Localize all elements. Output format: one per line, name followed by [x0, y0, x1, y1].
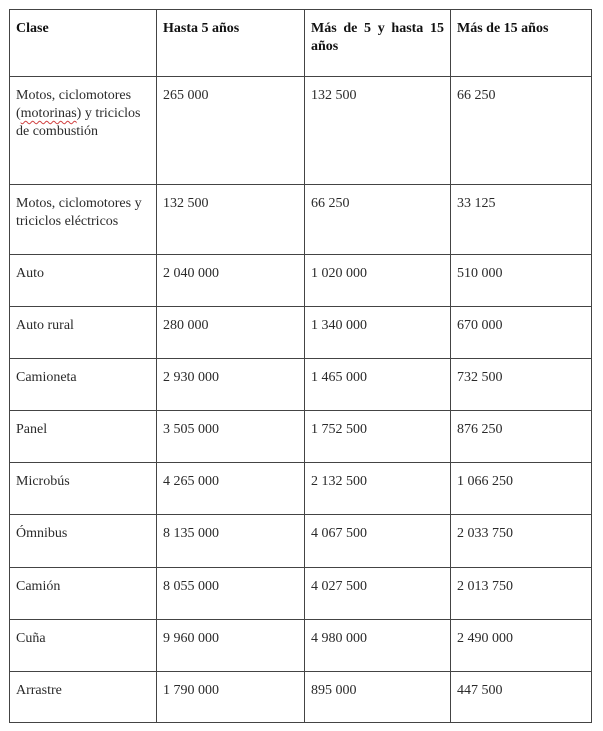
row-label: Motos, ciclomotores y triciclos eléctricos [10, 185, 157, 255]
table-row [10, 359, 592, 411]
table-row [10, 255, 592, 307]
row-value-mas-15: 1 066 250 [451, 463, 592, 515]
table-row [10, 77, 592, 185]
row-value-5-a-15: 1 340 000 [305, 307, 451, 359]
row-value-hasta-5: 2 040 000 [157, 255, 305, 307]
row-value-5-a-15: 4 980 000 [305, 620, 451, 672]
row-value-5-a-15: 4 067 500 [305, 515, 451, 568]
row-label: Auto [10, 255, 157, 307]
header-clase: Clase [10, 10, 157, 77]
table-row [10, 463, 592, 515]
row-label: Panel [10, 411, 157, 463]
row-value-hasta-5: 8 055 000 [157, 568, 305, 620]
row-value-mas-15: 732 500 [451, 359, 592, 411]
row-value-mas-15: 33 125 [451, 185, 592, 255]
row-label: Auto rural [10, 307, 157, 359]
row-value-mas-15: 670 000 [451, 307, 592, 359]
table-row [10, 515, 592, 568]
table-row [10, 620, 592, 672]
table-row [10, 307, 592, 359]
row-value-5-a-15: 1 020 000 [305, 255, 451, 307]
row-value-5-a-15: 4 027 500 [305, 568, 451, 620]
row-value-mas-15: 2 490 000 [451, 620, 592, 672]
header-5-a-15: Más de 5 y hasta 15 años [305, 10, 451, 77]
row-value-hasta-5: 2 930 000 [157, 359, 305, 411]
row-value-hasta-5: 265 000 [157, 77, 305, 185]
row-value-5-a-15: 1 752 500 [305, 411, 451, 463]
row-label: Cuña [10, 620, 157, 672]
row-value-mas-15: 447 500 [451, 672, 592, 723]
row-value-hasta-5: 9 960 000 [157, 620, 305, 672]
row-value-mas-15: 2 033 750 [451, 515, 592, 568]
spellcheck-flagged-word[interactable]: motorinas [20, 106, 77, 121]
row-value-mas-15: 2 013 750 [451, 568, 592, 620]
row-label: Microbús [10, 463, 157, 515]
row-label: Camioneta [10, 359, 157, 411]
table-row [10, 411, 592, 463]
table-header-row [10, 10, 592, 77]
table-row [10, 568, 592, 620]
vehicle-value-table [9, 9, 592, 723]
header-hasta-5: Hasta 5 años [157, 10, 305, 77]
row-value-hasta-5: 280 000 [157, 307, 305, 359]
row-value-mas-15: 510 000 [451, 255, 592, 307]
row-value-mas-15: 66 250 [451, 77, 592, 185]
row-label-after: ) y triciclos de combustión [16, 106, 141, 139]
table-row [10, 185, 592, 255]
row-label: Ómnibus [10, 515, 157, 568]
row-label: Motos, ciclomotores (motorinas) y triciclos de combustión [10, 77, 157, 185]
row-value-hasta-5: 4 265 000 [157, 463, 305, 515]
row-value-5-a-15: 66 250 [305, 185, 451, 255]
row-value-5-a-15: 895 000 [305, 672, 451, 723]
row-label: Arrastre [10, 672, 157, 723]
header-mas-15: Más de 15 años [451, 10, 592, 77]
row-value-hasta-5: 3 505 000 [157, 411, 305, 463]
row-value-5-a-15: 2 132 500 [305, 463, 451, 515]
row-value-hasta-5: 1 790 000 [157, 672, 305, 723]
row-label-before: Motos, ciclomotores [16, 88, 132, 103]
row-value-5-a-15: 1 465 000 [305, 359, 451, 411]
row-label: Camión [10, 568, 157, 620]
row-value-hasta-5: 8 135 000 [157, 515, 305, 568]
table-row [10, 672, 592, 723]
row-value-mas-15: 876 250 [451, 411, 592, 463]
row-value-5-a-15: 132 500 [305, 77, 451, 185]
row-value-hasta-5: 132 500 [157, 185, 305, 255]
